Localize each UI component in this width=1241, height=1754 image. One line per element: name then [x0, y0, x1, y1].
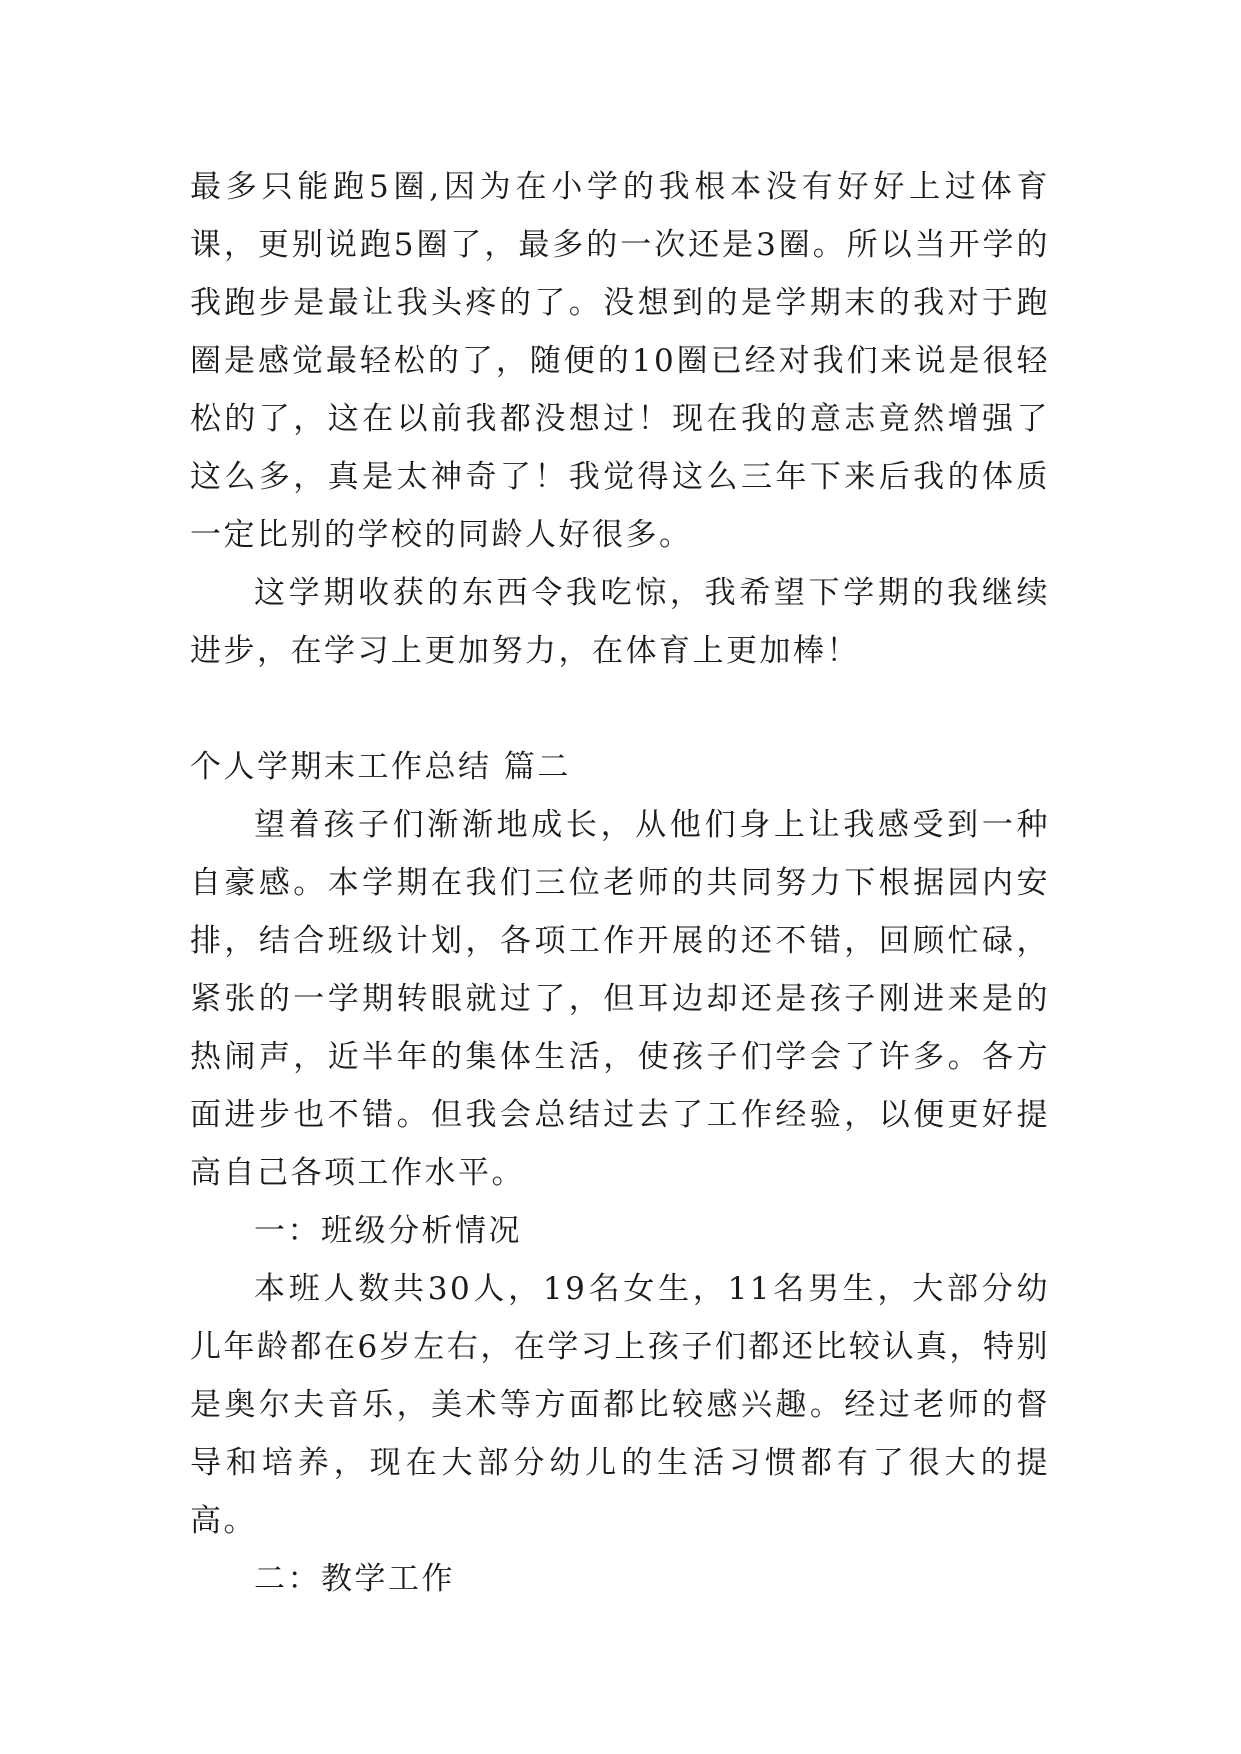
paragraph-class-stats: 本班人数共30人，19名女生，11名男生，大部分幼儿年龄都在6岁左右，在学习上孩子们都还比较认真，特别是奥尔夫音乐，美术等方面都比较感兴趣。经过老师的督导和培养，现在大部分幼儿的生活习惯都有了很大的提高。 — [190, 1271, 1050, 1539]
subheading-teaching-work: 二：教学工作 — [254, 1561, 455, 1597]
paragraph-semester-hopes: 这学期收获的东西令我吃惊，我希望下学期的我继续进步，在学习上更加努力，在体育上更加棒！ — [190, 575, 1050, 669]
paragraph-children-growth: 望着孩子们渐渐地成长，从他们身上让我感受到一种自豪感。本学期在我们三位老师的共同努力下根据园内安排，结合班级计划，各项工作开展的还不错，回顾忙碌，紧张的一学期转眼就过了，但耳边却还是孩子刚进来是的热闹声，近半年的集体生活，使孩子们学会了许多。各方面进步也不错。但我会总结过去了工作经验，以便更好提高自己各项工作水平。 — [190, 807, 1050, 1191]
paragraph-running-laps: 最多只能跑5圈,因为在小学的我根本没有好好上过体育课，更别说跑5圈了，最多的一次还是3圈。所以当开学的我跑步是最让我头疼的了。没想到的是学期末的我对于跑圈是感觉最轻松的了，随便的10圈已经对我们来说是很轻松的了，这在以前我都没想过！现在我的意志竟然增强了这么多，真是太神奇了！我觉得这么三年下来后我的体质一定比别的学校的同龄人好很多。 — [190, 169, 1050, 553]
subheading-class-analysis: 一：班级分析情况 — [254, 1213, 522, 1249]
document-body — [190, 158, 1050, 1608]
section-title: 个人学期末工作总结 篇二 — [190, 749, 571, 785]
